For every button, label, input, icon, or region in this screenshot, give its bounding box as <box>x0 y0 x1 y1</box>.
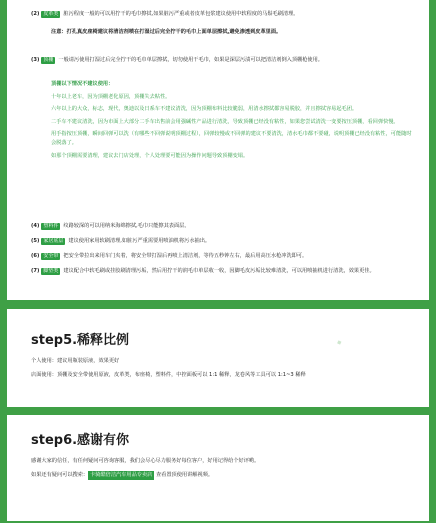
step6-heading <box>31 429 129 448</box>
search-suffix: 查看置顶使用讲解视频。 <box>154 472 214 478</box>
caution-line: 十年以上老车，因为顶棚老化原因，顶棚失去粘性。 <box>51 93 171 100</box>
floor-tag: 家居底层 <box>43 238 64 244</box>
item-text: 脏污程度一般的可以用拧干的毛巾擦拭,如果脏污严重或者皮革包浆建议使用中软程度的马鬃毛刷清理。 <box>63 11 299 17</box>
plastic-tag: 塑料件 <box>43 223 59 229</box>
step5-panel <box>7 309 429 407</box>
item-2-leather <box>31 10 415 19</box>
mat-tag: 脚垫类 <box>43 268 59 274</box>
cleaning-methods-panel <box>7 0 429 300</box>
caution-line: 六年以上的大众，标志，现代，奥迪以及日系车不建议清洗，因为顶棚布料比较脆弱，用清水擦拭都容易脱胶，并且擦拭容易起毛团。 <box>51 106 358 113</box>
item-text: 把安全带拉出来用车门夹着，将安全带打湿后再喷上清洁剂，等待五秒钟左右，最后用高压水枪冲洗即可。 <box>63 253 308 259</box>
item-number: (3) <box>31 57 40 63</box>
headliner-tag: 顶棚 <box>43 57 54 63</box>
caution-line: 用手指按压顶棚，瞬间回弹可以洗（有哪些不回弹说明顶棚过程），回弹较慢或不回弹的建议不要清洗，清水毛巾都不要碰，说明顶棚已经没有粘性，可能随时会脱落了。 <box>51 131 412 146</box>
item-number: (5) <box>31 238 40 244</box>
leather-note: 注意：打孔真皮座椅建议将清洁剂喷在打湿过后完全拧干的毛巾上面单层擦拭,避免渗透到皮革里面。 <box>51 29 282 35</box>
step5-personal: 个人使用：建议用瓶装原液，效果更好 <box>31 358 120 364</box>
step6-panel <box>7 415 429 521</box>
item-text: 建议使用家用软刷清理,如脏污严重需要用喷油机将污水抽出。 <box>68 238 211 244</box>
step6-search-line <box>31 471 415 480</box>
step5-heading <box>31 329 129 348</box>
caution-line: 如那个顶棚需要清理，建议去门店处理，个人处理要可能因为操作问题导致顶棚变塌。 <box>51 152 249 159</box>
shop-name-tag: 卡骑酷倍洁汽车用品专卖店 <box>90 472 153 478</box>
step6-thanks: 感谢大家的信任，有任何疑问可咨询客服，我们会尽心尽力服务好每位客户，好用记得给个好评哟。 <box>31 458 260 464</box>
caution-line: 顶棚以下情况不建议使用： <box>51 81 114 87</box>
item-number: (4) <box>31 223 40 229</box>
item-4-plastic <box>31 222 415 231</box>
item-number: (7) <box>31 268 40 274</box>
headliner-caution-list <box>51 80 415 160</box>
item-6-seatbelt <box>31 252 415 261</box>
search-prefix: 如果还有疑问可以搜索： <box>31 472 89 478</box>
item-text: 纹路较深的可以用纳米海绵擦拭,毛巾只能擦其表面层。 <box>63 223 190 229</box>
step6-title: step6.感谢有你 <box>31 433 130 448</box>
item-text: 一般请污使用打湿过后完全拧干的毛巾单层擦拭，切勿使用干毛巾，如果是深层污渍可以把清洁剂倒入顶棚枪使用。 <box>58 57 323 63</box>
item-number: (6) <box>31 253 40 259</box>
step5-store: 店面使用：顶棚及安全带使用原液，皮革类，布座椅，塑料件，中控面板可以 1:1 稀释，龙卷风等工具可以 1:1~3 稀释 <box>31 372 306 378</box>
seatbelt-tag: 安全带 <box>43 253 59 259</box>
item-5-home-floor <box>31 237 415 246</box>
item-7-floor-mat <box>31 267 415 276</box>
item-text: 建议配合中软毛刷或挂胶刷清理污垢，然后用拧干的润毛巾单层收一收，因脚毛皮污垢比较难清洗，可以用喷抽机进行清洗，效果更佳。 <box>63 268 375 274</box>
item-number: (2) <box>31 11 40 17</box>
item-3-headliner <box>31 56 415 65</box>
step5-title: step5.稀释比例 <box>31 333 130 348</box>
caution-line: 二手车不建议清洗，因为市面上大部分二手车出售前会用强碱性产品进行清洗，导致顶棚已经没有粘性，如果您尝试清洗一变要按压顶棚，看回弹快慢。 <box>51 118 399 125</box>
leather-tag: 皮革类 <box>43 11 59 17</box>
watermark-mark: ◆ <box>335 338 343 347</box>
